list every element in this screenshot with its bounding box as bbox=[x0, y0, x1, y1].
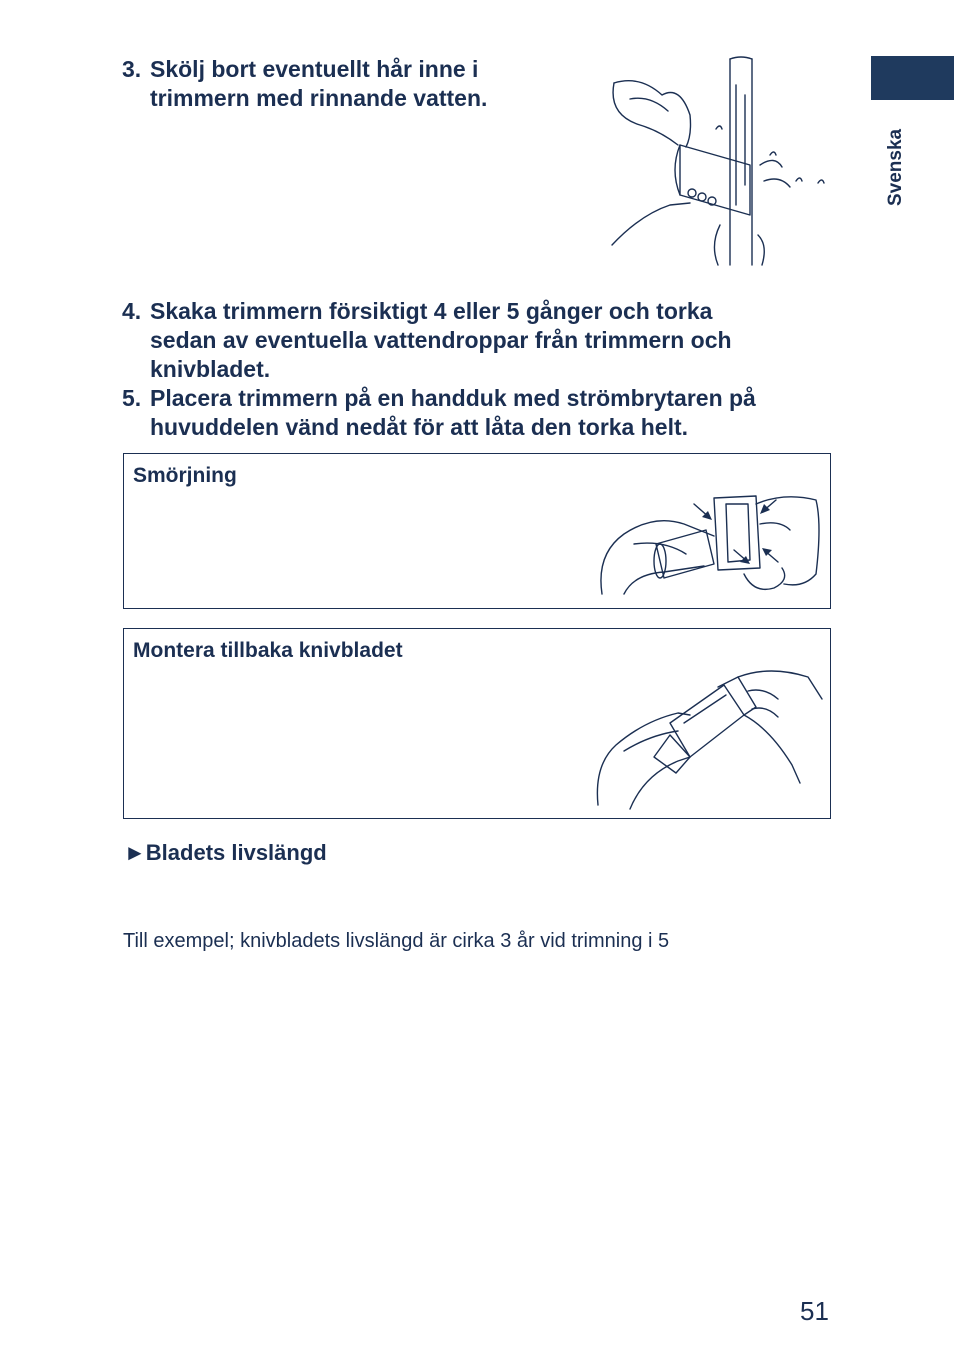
step-text-line: Skaka trimmern försiktigt 4 eller 5 gånger och torka bbox=[150, 298, 713, 324]
language-tab bbox=[871, 56, 954, 100]
step-text-line: sedan av eventuella vattendroppar från trimmern och bbox=[150, 327, 732, 353]
step-4 bbox=[122, 297, 732, 384]
step-number: 5. bbox=[122, 385, 142, 411]
reattach-box bbox=[123, 628, 831, 819]
rinsing-illustration bbox=[600, 55, 840, 275]
step-text-line: huvuddelen vänd nedåt för att låta den torka helt. bbox=[150, 414, 689, 440]
reattach-illustration bbox=[594, 665, 826, 815]
step-number: 4. bbox=[122, 298, 142, 324]
language-label: Svenska bbox=[885, 128, 906, 206]
body-paragraph: Till exempel; knivbladets livslängd är cirka 3 år vid trimning i 5 bbox=[123, 930, 670, 952]
step-text-line: trimmern med rinnande vatten. bbox=[150, 85, 488, 111]
lubrication-box bbox=[123, 453, 831, 609]
section-heading bbox=[124, 840, 327, 866]
step-text-line: Placera trimmern på en handduk med strömbrytaren på bbox=[150, 385, 756, 411]
play-triangle-icon: ► bbox=[124, 840, 146, 865]
box-title: Smörjning bbox=[133, 464, 237, 487]
step-text-line: Skölj bort eventuellt hår inne i bbox=[150, 56, 479, 82]
step-text-line: knivbladet. bbox=[150, 356, 271, 382]
step-5 bbox=[122, 384, 756, 442]
lubrication-illustration bbox=[594, 484, 826, 604]
step-number: 3. bbox=[122, 56, 142, 82]
section-title: Bladets livslängd bbox=[145, 840, 327, 865]
box-title: Montera tillbaka knivbladet bbox=[133, 639, 403, 662]
page-number: 51 bbox=[800, 1296, 829, 1326]
step-3 bbox=[122, 55, 487, 113]
